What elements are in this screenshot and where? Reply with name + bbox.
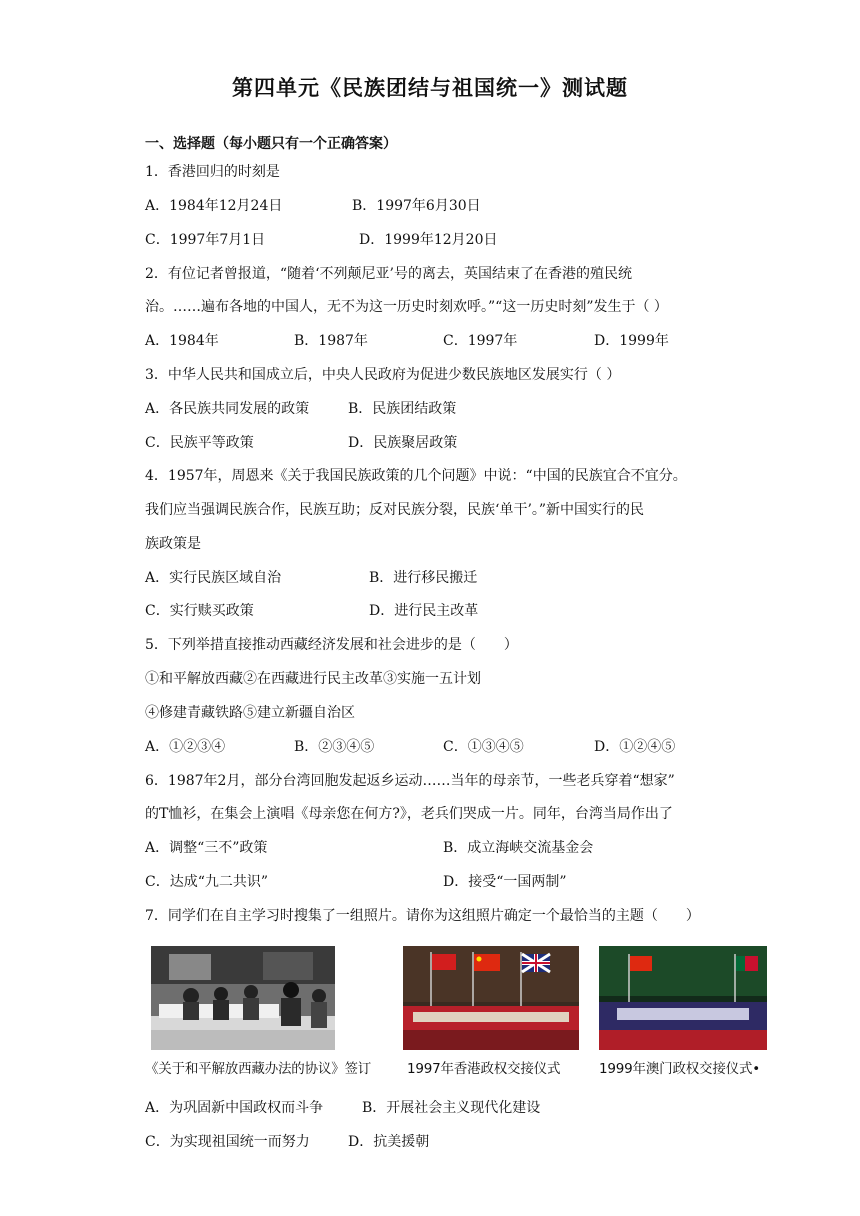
q4-option-b: B．进行移民搬迁 xyxy=(369,570,478,586)
q2-stem-line1: 2．有位记者曾报道，“随着‘不列颠尼亚’号的离去，英国结束了在香港的殖民统 xyxy=(145,266,632,282)
q5-option-c: C．①③④⑤ xyxy=(443,739,524,755)
q4-stem-line1: 4．1957年，周恩来《关于我国民族政策的几个问题》中说：“中国的民族宜合不宜分。 xyxy=(145,468,687,484)
q7-photo-strip xyxy=(145,946,770,1081)
q3-option-a: A．各民族共同发展的政策 xyxy=(145,401,310,417)
page-title: 第四单元《民族团结与祖国统一》测试题 xyxy=(232,76,628,100)
q7-stem: 7．同学们在自主学习时搜集了一组照片。请你为这组照片确定一个最恰当的主题（ ） xyxy=(145,908,700,924)
q7-option-c: C．为实现祖国统一而努力 xyxy=(145,1134,310,1150)
q6-option-b: B．成立海峡交流基金会 xyxy=(443,840,594,856)
q6-option-a: A．调整“三不”政策 xyxy=(145,840,268,856)
q1-option-d: D．1999年12月20日 xyxy=(359,232,498,248)
q6-option-d: D．接受“一国两制” xyxy=(443,874,567,890)
q5-items-line2: ④修建青藏铁路⑤建立新疆自治区 xyxy=(145,705,355,721)
caption-hong-kong-handover: 1997年香港政权交接仪式 xyxy=(407,1061,561,1077)
section-heading: 一、选择题（每小题只有一个正确答案） xyxy=(145,136,397,152)
photo-hong-kong-handover xyxy=(403,946,579,1050)
q1-stem: 1．香港回归的时刻是 xyxy=(145,164,280,180)
q7-option-d: D．抗美援朝 xyxy=(348,1134,430,1150)
q5-option-d: D．①②④⑤ xyxy=(594,739,676,755)
q3-option-b: B．民族团结政策 xyxy=(348,401,457,417)
caption-macau-handover: 1999年澳门政权交接仪式• xyxy=(599,1061,761,1077)
q2-stem-line2: 治。……遍布各地的中国人，无不为这一历史时刻欢呼。”“这一历史时刻”发生于（ ） xyxy=(145,299,668,315)
photo-macau-handover xyxy=(599,946,767,1050)
q2-option-c: C．1997年 xyxy=(443,333,518,349)
q1-option-a: A．1984年12月24日 xyxy=(145,198,283,214)
q5-items-line1: ①和平解放西藏②在西藏进行民主改革③实施一五计划 xyxy=(145,671,481,687)
q3-option-d: D．民族聚居政策 xyxy=(348,435,458,451)
q4-stem-line2: 我们应当强调民族合作，民族互助；反对民族分裂，民族‘单干’。”新中国实行的民 xyxy=(145,502,645,518)
q5-stem: 5．下列举措直接推动西藏经济发展和社会进步的是（ ） xyxy=(145,637,518,653)
q4-stem-line3: 族政策是 xyxy=(145,536,201,552)
q5-option-a: A．①②③④ xyxy=(145,739,226,755)
q2-option-d: D．1999年 xyxy=(594,333,669,349)
q7-option-a: A．为巩固新中国政权而斗争 xyxy=(145,1100,324,1116)
q2-option-b: B．1987年 xyxy=(294,333,368,349)
q7-option-b: B．开展社会主义现代化建设 xyxy=(362,1100,541,1116)
q3-stem: 3．中华人民共和国成立后，中央人民政府为促进少数民族地区发展实行（ ） xyxy=(145,367,621,383)
q6-option-c: C．达成“九二共识” xyxy=(145,874,269,890)
q1-option-b: B．1997年6月30日 xyxy=(352,198,481,214)
q6-stem-line1: 6．1987年2月，部分台湾回胞发起返乡运动……当年的母亲节，一些老兵穿着“想家” xyxy=(145,773,675,789)
caption-tibet-agreement: 《关于和平解放西藏办法的协议》签订 xyxy=(145,1061,372,1077)
q1-option-c: C．1997年7月1日 xyxy=(145,232,266,248)
q6-stem-line2: 的T恤衫，在集会上演唱《母亲您在何方?》，老兵们哭成一片。同年，台湾当局作出了 xyxy=(145,806,673,822)
q4-option-a: A．实行民族区域自治 xyxy=(145,570,282,586)
q3-option-c: C．民族平等政策 xyxy=(145,435,254,451)
q4-option-d: D．进行民主改革 xyxy=(369,603,479,619)
q5-option-b: B．②③④⑤ xyxy=(294,739,375,755)
q2-option-a: A．1984年 xyxy=(145,333,219,349)
q4-option-c: C．实行赎买政策 xyxy=(145,603,254,619)
photo-tibet-agreement-signing xyxy=(151,946,335,1050)
